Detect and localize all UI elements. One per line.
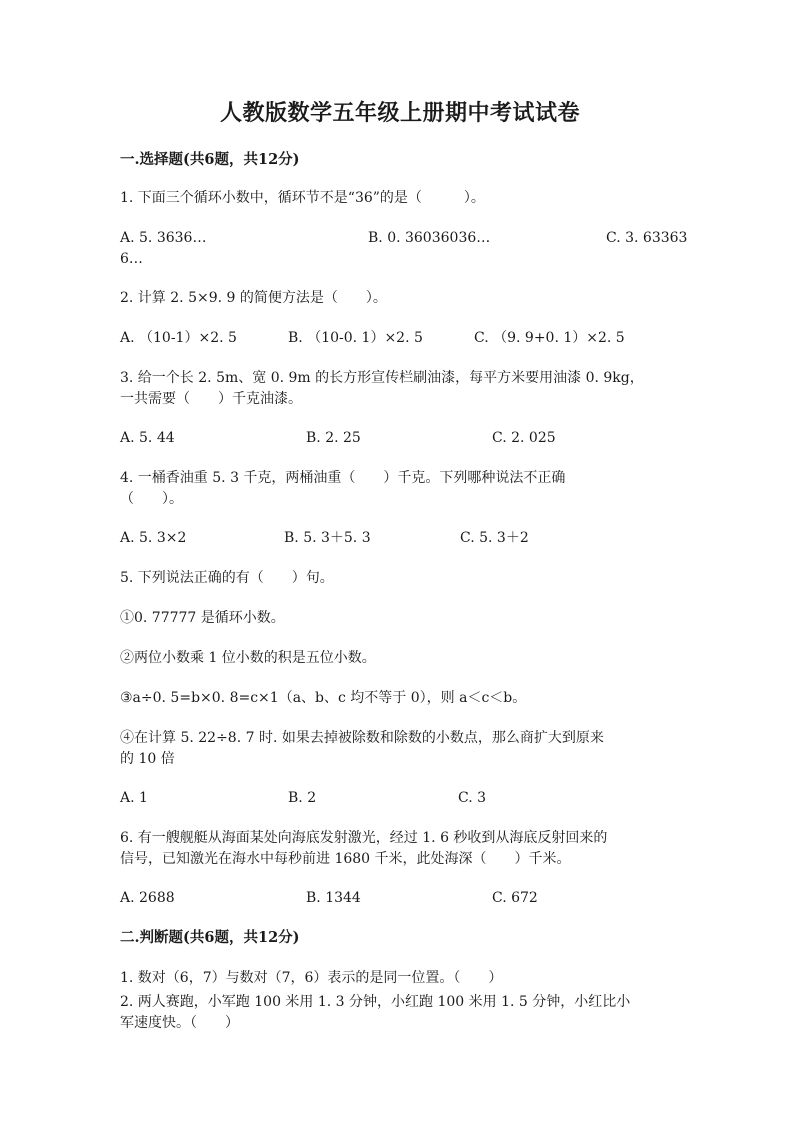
- question-3-options: [120, 428, 690, 450]
- exam-title: 人教版数学五年级上册期中考试试卷: [219, 100, 580, 126]
- q2-option-b: B. （10-0. 1）×2. 5: [288, 330, 423, 346]
- question-4-stem-line-2: （ ）。: [120, 491, 183, 507]
- q3-option-b: B. 2. 25: [306, 430, 361, 446]
- question-4-stem-line-1: 4. 一桶香油重 5. 3 千克，两桶油重（ ）千克。下列哪种说法不正确: [120, 470, 566, 486]
- question-6-stem-line-2: 信号，已知激光在海水中每秒前进 1680 千米，此处海深（ ）千米。: [120, 851, 571, 867]
- q6-option-c: C. 672: [492, 890, 538, 906]
- q6-option-a: A. 2688: [120, 890, 175, 906]
- q6-option-b: B. 1344: [306, 890, 361, 906]
- judgment-item-2-line-1: 2. 两人赛跑，小军跑 100 米用 1. 3 分钟，小红跑 100 米用 1. 5 分钟，小红比小: [120, 994, 631, 1010]
- section-1-header: 一.选择题(共6题，共12分): [120, 151, 300, 168]
- judgment-item-1: 1. 数对（6，7）与数对（7，6）表示的是同一位置。（ ）: [120, 970, 503, 986]
- question-1-options: [120, 228, 690, 250]
- q3-option-c: C. 2. 025: [492, 430, 556, 446]
- question-3-stem-line-2: 一共需要（ ）千克油漆。: [120, 391, 302, 407]
- question-6-options: [120, 888, 690, 910]
- question-2-options: [120, 328, 690, 350]
- q4-option-b: B. 5. 3＋5. 3: [284, 530, 371, 546]
- judgment-item-2-line-2: 军速度快。（ ）: [120, 1015, 239, 1031]
- q1-option-b: B. 0. 36036036…: [368, 230, 491, 246]
- q5-option-b: B. 2: [288, 790, 317, 806]
- question-5-stem: 5. 下列说法正确的有（ ）句。: [120, 570, 334, 586]
- q4-option-c: C. 5. 3＋2: [460, 530, 529, 546]
- q4-option-a: A. 5. 3×2: [120, 530, 187, 546]
- q1-option-c-wrap: 6…: [120, 251, 143, 267]
- q2-option-a: A. （10-1）×2. 5: [120, 330, 237, 346]
- question-1-stem: 1. 下面三个循环小数中，循环节不是“36”的是（ ）。: [120, 190, 485, 206]
- q5-statement-3: ③a÷0. 5=b×0. 8=c×1（a、b、c 均不等于 0），则 a＜c＜b。: [120, 690, 527, 706]
- q2-option-c: C. （9. 9+0. 1）×2. 5: [474, 330, 625, 346]
- q5-statement-2: ②两位小数乘 1 位小数的积是五位小数。: [120, 650, 376, 666]
- q5-statement-1: ①0. 77777 是循环小数。: [120, 610, 285, 626]
- question-4-options: [120, 528, 690, 550]
- question-6-stem-line-1: 6. 有一艘舰艇从海面某处向海底发射激光，经过 1. 6 秒收到从海底反射回来的: [120, 830, 608, 846]
- q3-option-a: A. 5. 44: [120, 430, 175, 446]
- question-2-stem: 2. 计算 2. 5×9. 9 的简便方法是（ ）。: [120, 290, 387, 306]
- section-2-header: 二.判断题(共6题，共12分): [120, 929, 300, 946]
- q5-statement-4-line-2: 的 10 倍: [120, 751, 175, 767]
- q5-statement-4-line-1: ④在计算 5. 22÷8. 7 时. 如果去掉被除数和除数的小数点，那么商扩大到原来: [120, 730, 604, 746]
- q5-option-a: A. 1: [120, 790, 148, 806]
- q5-option-c: C. 3: [458, 790, 487, 806]
- q1-option-c: C. 3. 63363: [606, 230, 688, 246]
- question-3-stem-line-1: 3. 给一个长 2. 5m、宽 0. 9m 的长方形宣传栏刷油漆，每平方米要用油漆 0. 9kg，: [120, 370, 644, 386]
- q1-option-a: A. 5. 3636…: [120, 230, 207, 246]
- question-5-options: [120, 788, 690, 810]
